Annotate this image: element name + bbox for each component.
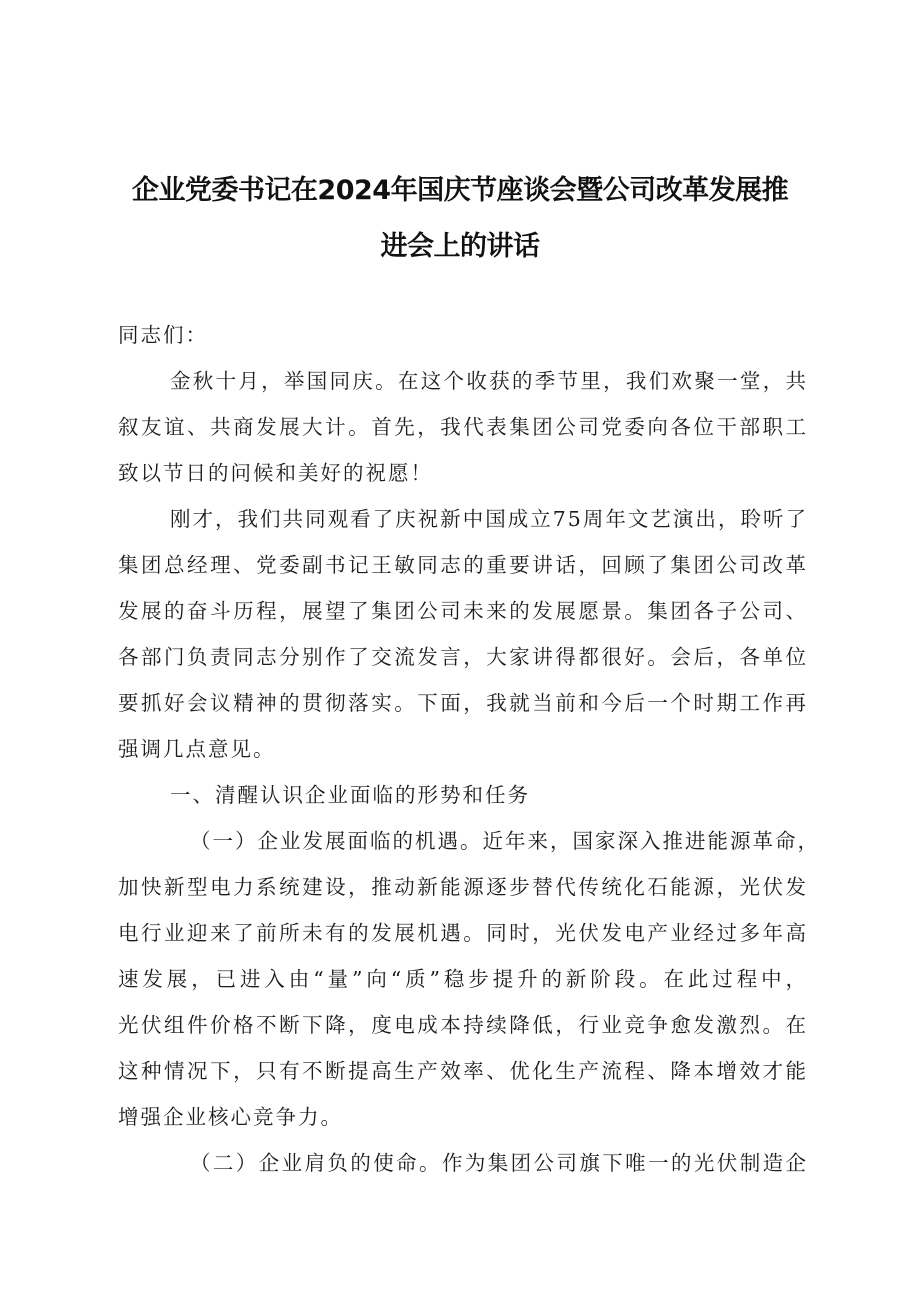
paragraph-line: 增强企业核心竞争力。 [118, 1105, 343, 1129]
paragraph-line: 集团总经理、党委副书记王敏同志的重要讲话，回顾了集团公司改革 [118, 553, 808, 577]
paragraph-line: 速发展，已进入由“量”向“质”稳步提升的新阶段。在此过程中， [118, 967, 808, 991]
paragraph-line: 加快新型电力系统建设，推动新能源逐步替代传统化石能源，光伏发 [118, 875, 808, 899]
salutation: 同志们： [118, 323, 208, 347]
paragraph-line: 发展的奋斗历程，展望了集团公司未来的发展愿景。集团各子公司、 [118, 599, 808, 623]
paragraph-line: 电行业迎来了前所未有的发展机遇。同时，光伏发电产业经过多年高 [118, 921, 808, 945]
document-title-line-2: 进会上的讲话 [380, 231, 540, 262]
paragraph-line: 这种情况下，只有不断提高生产效率、优化生产流程、降本增效才能 [118, 1059, 808, 1083]
paragraph-line: 光伏组件价格不断下降，度电成本持续降低，行业竞争愈发激烈。在 [118, 1013, 808, 1037]
paragraph-line: 要抓好会议精神的贯彻落实。下面，我就当前和今后一个时期工作再 [118, 691, 808, 715]
paragraph-line: 金秋十月，举国同庆。在这个收获的季节里，我们欢聚一堂，共 [170, 369, 808, 393]
document-title-line-1: 企业党委书记在2024年国庆节座谈会暨公司改革发展推 [131, 175, 789, 206]
paragraph-line: （二）企业肩负的使命。作为集团公司旗下唯一的光伏制造企 [190, 1151, 808, 1175]
paragraph-line: （一）企业发展面临的机遇。近年来，国家深入推进能源革命， [190, 829, 820, 853]
section-heading: 一、清醒认识企业面临的形势和任务 [170, 783, 530, 807]
paragraph-line: 各部门负责同志分别作了交流发言，大家讲得都很好。会后，各单位 [118, 645, 808, 669]
paragraph-line: 强调几点意见。 [118, 737, 276, 761]
paragraph-line: 刚才，我们共同观看了庆祝新中国成立75周年文艺演出，聆听了 [170, 507, 808, 531]
paragraph-line: 叙友谊、共商发展大计。首先，我代表集团公司党委向各位干部职工 [118, 415, 808, 439]
paragraph-line: 致以节日的问候和美好的祝愿！ [118, 461, 433, 485]
